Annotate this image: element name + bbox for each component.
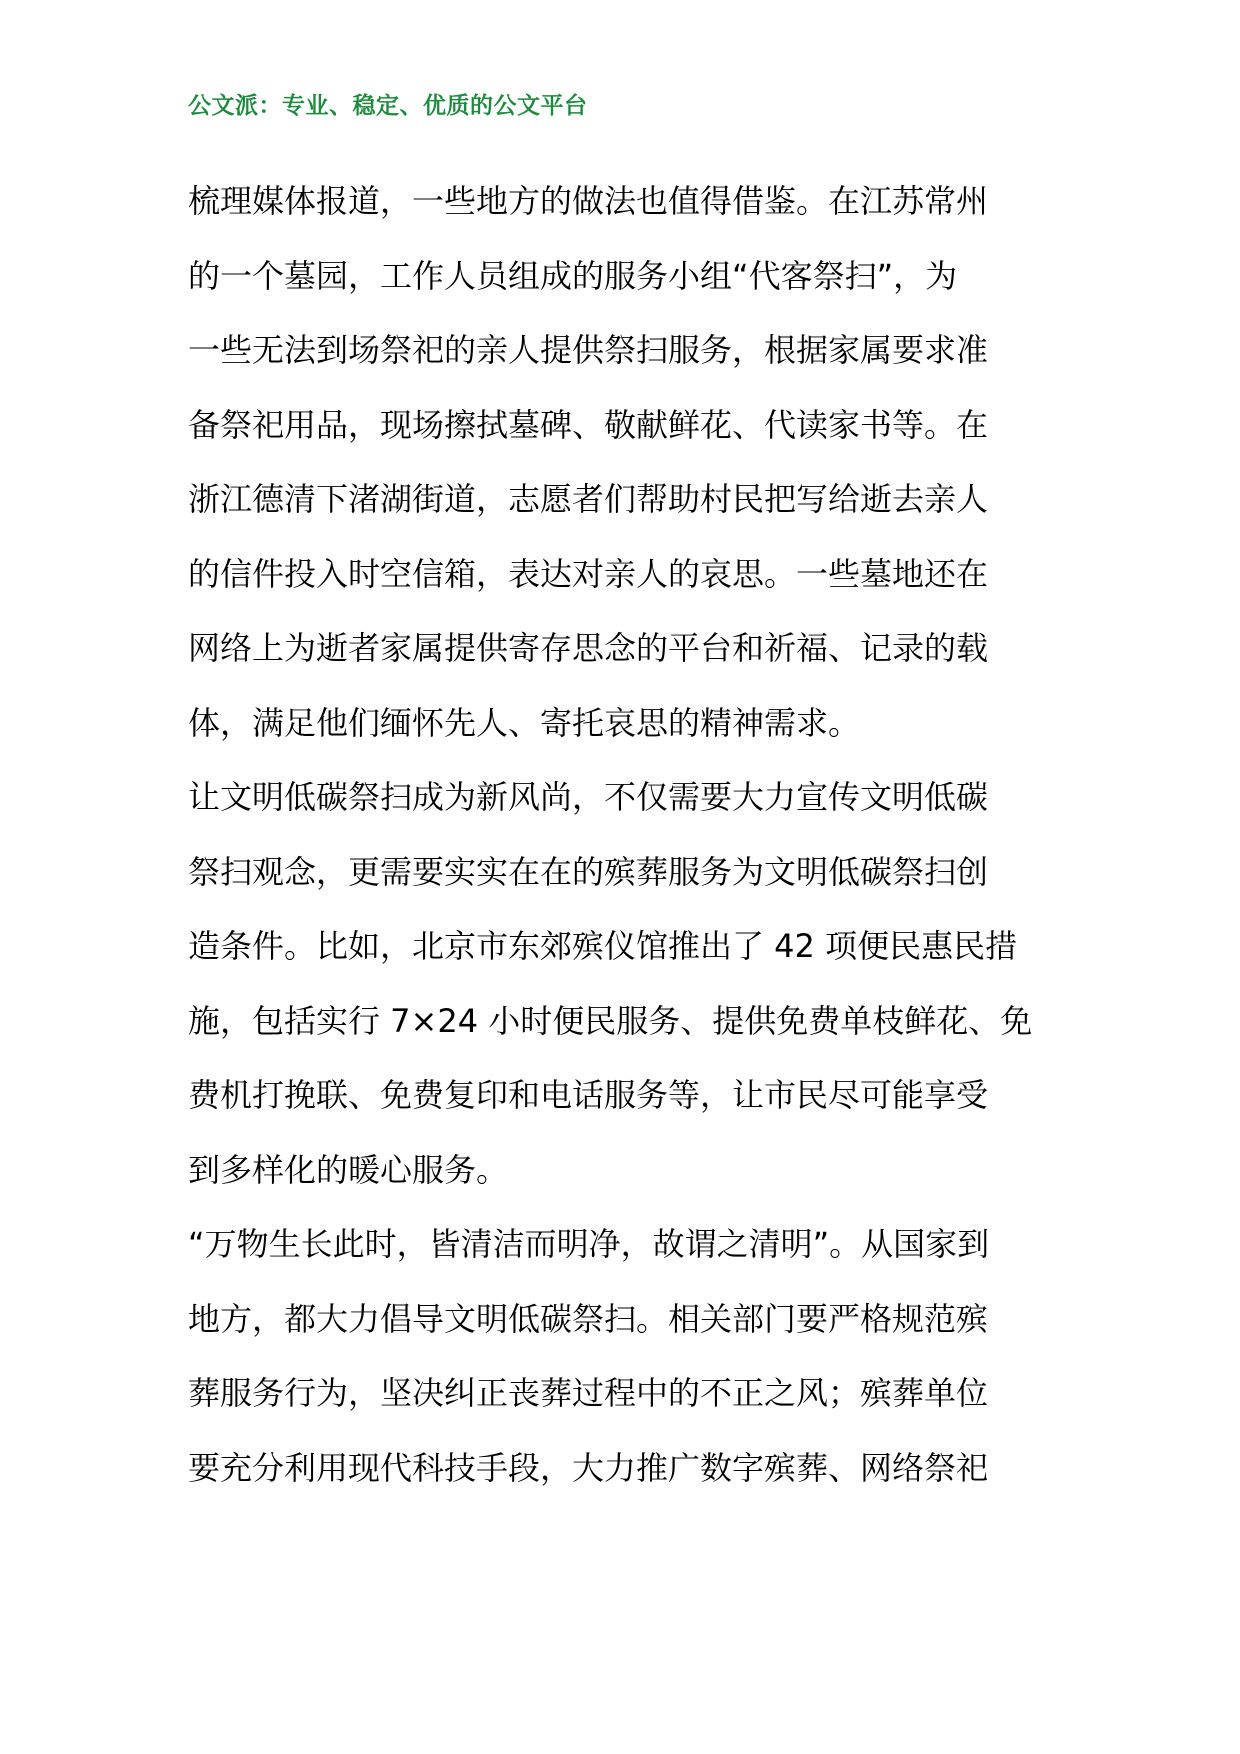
paragraph-2 bbox=[188, 760, 1068, 1207]
text-line: 要充分利用现代科技手段，大力推广数字殡葬、网络祭祀 bbox=[188, 1448, 989, 1487]
text-line: 体，满足他们缅怀先人、寄托哀思的精神需求。 bbox=[188, 703, 861, 742]
text-line: 葬服务行为，坚决纠正丧葬过程中的不正之风；殡葬单位 bbox=[188, 1374, 989, 1412]
text-line: 施，包括实行 7×24 小时便民服务、提供免费单枝鲜花、免 bbox=[188, 1001, 1033, 1040]
text-line: 的信件投入时空信箱，表达对亲人的哀思。一些墓地还在 bbox=[188, 554, 989, 593]
text-line: 网络上为逝者家属提供寄存思念的平台和祈福、记录的载 bbox=[188, 629, 989, 667]
document-body bbox=[188, 164, 1068, 1505]
text-line: 造条件。比如，北京市东郊殡仪馆推出了 42 项便民惠民措 bbox=[188, 927, 1018, 965]
paragraph-3 bbox=[188, 1207, 1068, 1505]
page-header: 公文派：专业、稳定、优质的公文平台 bbox=[188, 93, 588, 119]
text-line: 到多样化的暖心服务。 bbox=[188, 1150, 509, 1189]
text-line: 地方，都大力倡导文明低碳祭扫。相关部门要严格规范殡 bbox=[188, 1299, 989, 1338]
text-line: 浙江德清下渚湖街道，志愿者们帮助村民把写给逝去亲人 bbox=[188, 480, 989, 518]
text-line: 梳理媒体报道，一些地方的做法也值得借鉴。在江苏常州 bbox=[188, 182, 989, 220]
text-line: 一些无法到场祭祀的亲人提供祭扫服务，根据家属要求准 bbox=[188, 331, 989, 369]
paragraph-1 bbox=[188, 164, 1068, 760]
text-line: 让文明低碳祭扫成为新风尚，不仅需要大力宣传文明低碳 bbox=[188, 778, 989, 816]
text-line: 费机打挽联、免费复印和电话服务等，让市民尽可能享受 bbox=[188, 1076, 989, 1114]
text-line: “万物生长此时，皆清洁而明净，故谓之清明”。从国家到 bbox=[188, 1225, 990, 1263]
text-line: 祭扫观念，更需要实实在在的殡葬服务为文明低碳祭扫创 bbox=[188, 852, 989, 891]
text-line: 备祭祀用品，现场擦拭墓碑、敬献鲜花、代读家书等。在 bbox=[188, 405, 989, 444]
text-line: 的一个墓园，工作人员组成的服务小组“代客祭扫”，为 bbox=[188, 256, 958, 295]
